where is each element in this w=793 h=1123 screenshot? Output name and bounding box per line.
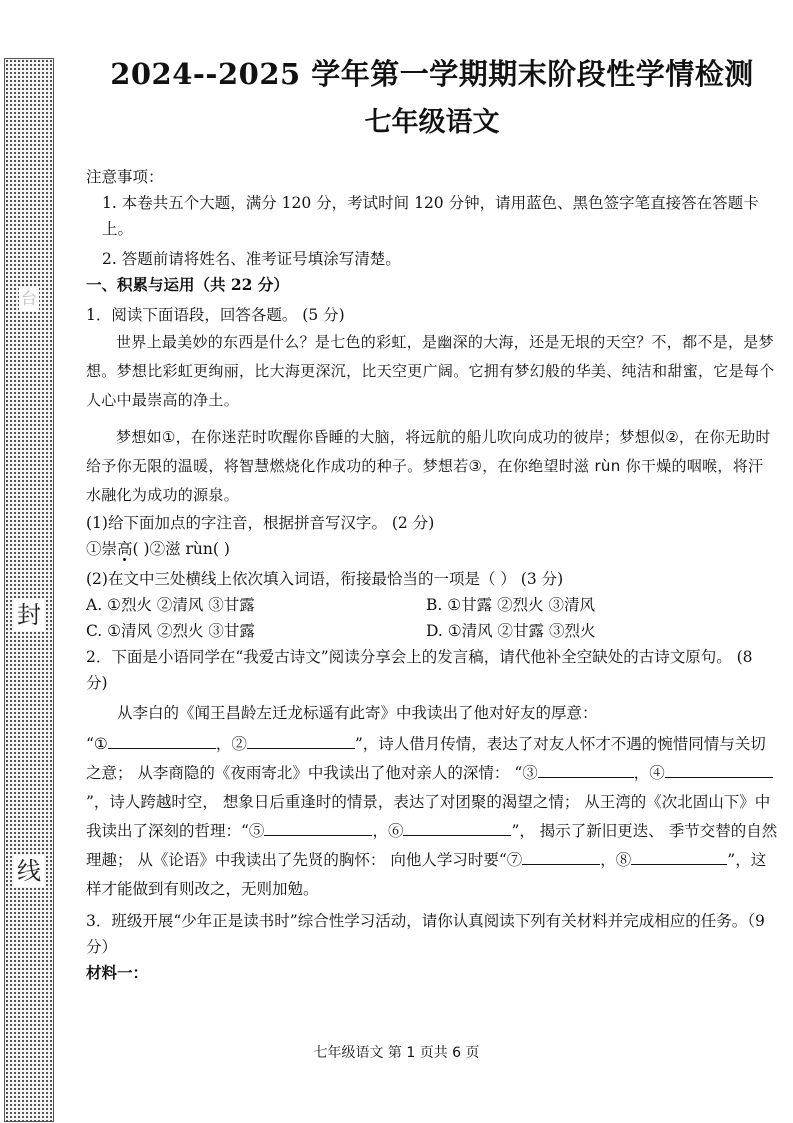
q1-sub2-options	[86, 592, 778, 644]
notes-item-2: 2. 答题前请将姓名、准考证号填涂写清楚。	[102, 250, 401, 268]
option-d: D. ①清风 ②甘露 ③烈火	[426, 622, 596, 640]
binding-char-xian: 线	[14, 855, 44, 887]
q1-sub1-b-pinyin: rùn	[185, 540, 213, 558]
q2-part-i: ”，这样才能做到有则改之，无则加勉。	[86, 851, 767, 898]
q2-part-f: ，⑥	[372, 822, 404, 840]
binding-char-tai: 台	[19, 287, 39, 311]
q1-sub1-items	[86, 536, 778, 562]
page-footer: 七年级语文 第 1 页共 6 页	[313, 1045, 480, 1061]
blank-3[interactable]	[538, 759, 634, 778]
notes-item-1: 1. 本卷共五个大题，满分 120 分，考试时间 120 分钟，请用蓝色、黑色签字笔直接答在答题卡上。	[102, 194, 759, 238]
q1-sub1-b-answer: ( )	[212, 540, 230, 558]
q2-part-d: ，④	[633, 764, 665, 782]
blank-8[interactable]	[631, 846, 727, 865]
blank-4[interactable]	[665, 759, 773, 778]
binding-strip	[4, 58, 54, 1122]
q2-part-e: ”，诗人跨越时空， 想象日后重逢时的情景，表达了对团聚的渴望之情； 从王湾的《次北固山下》中我读出了深刻的哲理：“⑤	[86, 793, 771, 840]
option-b: B. ①甘露 ②烈火 ③清风	[426, 596, 595, 614]
q2-part-b: ，②	[215, 735, 247, 753]
q1-passage-2-part-a: 梦想如①，在你迷茫时吹醒你昏睡的大脑，将远航的船儿吹向成功的彼岸；梦想似②，在你无助时给予你无限的温暖，将智慧燃烧化作成功的种子。梦想若③，在你绝望时滋	[86, 428, 771, 475]
q2-part-h: ，⑧	[600, 851, 632, 869]
q3-stem: 3．班级开展“少年正是读书时”综合性学习活动，请你认真阅读下列有关材料并完成相应的任务。（9 分）	[86, 912, 765, 956]
blank-6[interactable]	[403, 817, 511, 836]
q2-part-a: “①	[86, 735, 108, 753]
blank-1[interactable]	[108, 730, 216, 749]
q1-sub1-a-dotted-char: 高	[117, 540, 133, 558]
q1-sub1-a-prefix: ①崇	[86, 540, 118, 558]
q1-stem: 1．阅读下面语段，回答各题。 (5 分)	[86, 306, 345, 324]
option-a: A. ①烈火 ②清风 ③甘露	[86, 596, 255, 614]
section-1-heading: 一、积累与运用（共 22 分）	[86, 275, 289, 294]
option-c: C. ①清风 ②烈火 ③甘露	[86, 622, 255, 640]
q2-stem: 2．下面是小语同学在“我爱古诗文”阅读分享会上的发言稿，请代他补全空缺处的古诗文原句。 (8 分)	[86, 648, 753, 692]
q1-passage-1: 世界上最美妙的东西是什么？是七色的彩虹，是幽深的大海，还是无垠的天空？不，都不是，是梦想。梦想比彩虹更绚丽，比大海更深沉，比天空更广阔。它拥有梦幻般的华美、纯洁和甜蜜，它是每个人心中最崇高的净土。	[86, 333, 775, 409]
q1-sub1-stem: (1)给下面加点的字注音，根据拼音写汉字。 (2 分)	[86, 514, 435, 532]
q1-passage-2-part-b: 你干燥的咽喉，将汗水融化为成功的源泉。	[86, 457, 764, 504]
q1-sub2-stem: (2)在文中三处横线上依次填入词语，衔接最恰当的一项是（ ） (3 分)	[86, 570, 564, 588]
notes-heading: 注意事项：	[86, 168, 164, 186]
exam-page	[86, 54, 778, 986]
q2-body	[86, 730, 778, 904]
q2-part-g: ”， 揭示了新旧更迭、 季节交替的自然理趣； 从《论语》中我读出了先贤的胸怀： 向他人学习时要“⑦	[86, 822, 778, 869]
q2-part-c: ”，诗人借月传情，表达了对友人怀才不遇的惋惜同情与关切之意； 从李商隐的《夜雨寄北》中我读出了他对亲人的深情： “③	[86, 735, 766, 782]
binding-char-feng: 封	[14, 599, 44, 631]
blank-5[interactable]	[264, 817, 372, 836]
q1-passage-2-pinyin: rùn	[594, 457, 621, 475]
q1-passage-2	[86, 423, 778, 510]
blank-7[interactable]	[522, 846, 600, 865]
q1-sub1-a-answer: ( )	[132, 540, 150, 558]
q1-sub1-b-prefix: ②滋	[149, 540, 181, 558]
exam-title: 2024--2025 学年第一学期期末阶段性学情检测	[110, 57, 754, 91]
q3-material-label: 材料一：	[86, 963, 149, 982]
exam-subtitle: 七年级语文	[364, 107, 500, 138]
q2-line-1: 从李白的《闻王昌龄左迁龙标遥有此寄》中我读出了他对好友的厚意：	[117, 704, 598, 722]
blank-2[interactable]	[247, 730, 355, 749]
